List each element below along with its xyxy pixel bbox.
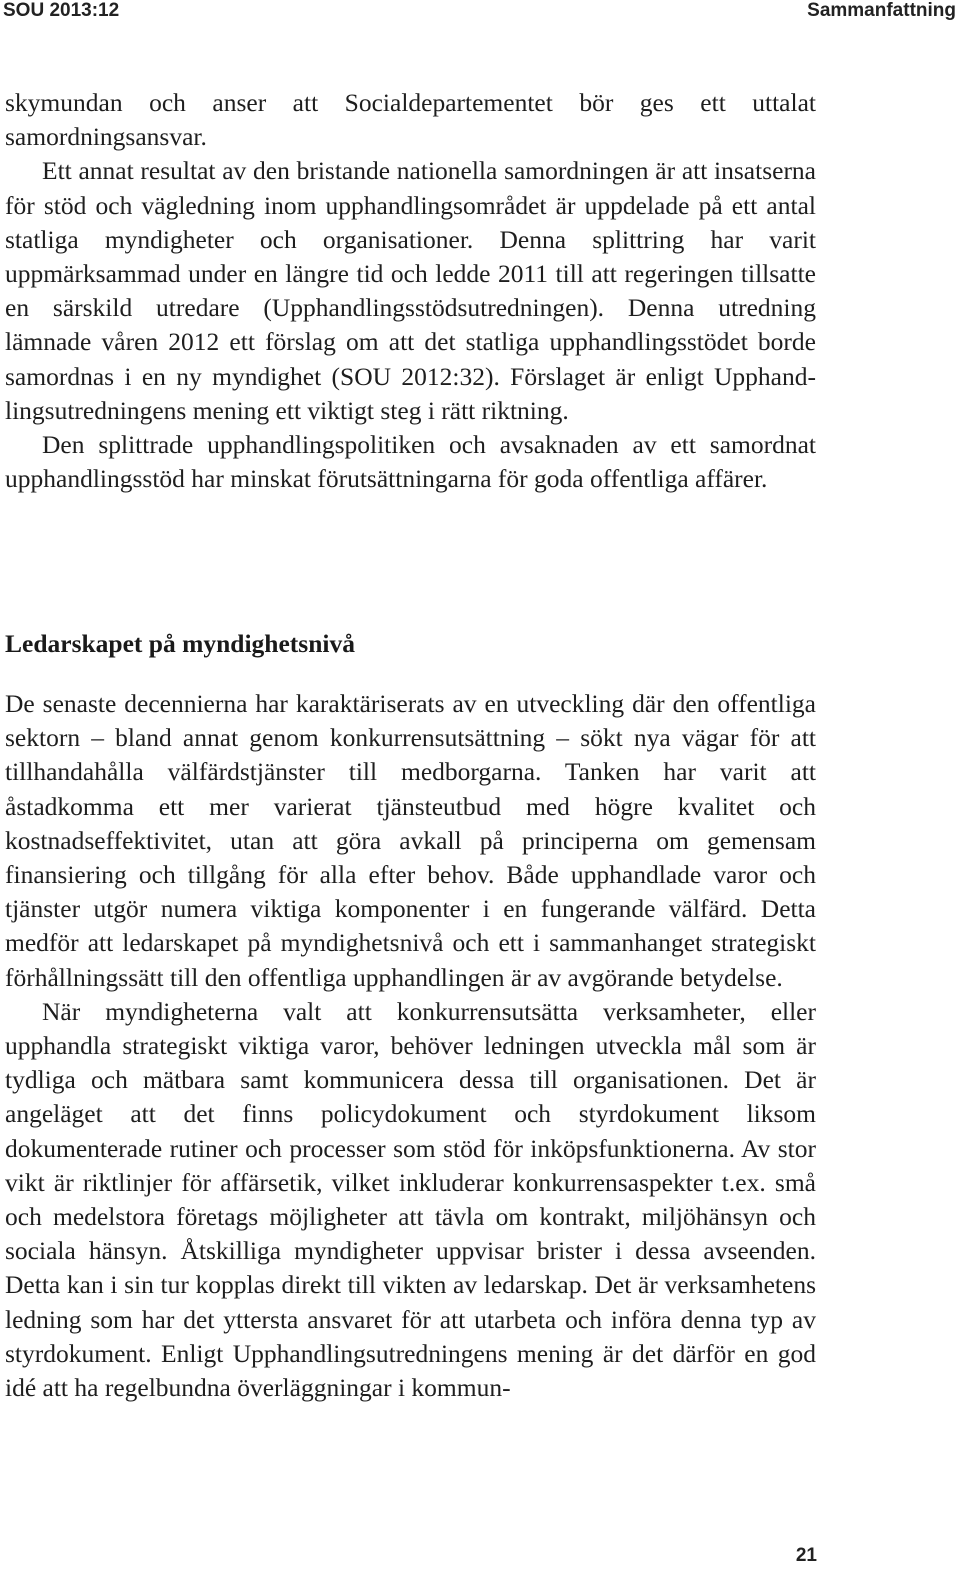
section-text xyxy=(5,687,816,1405)
section-heading: Ledarskapet på myndighetsnivå xyxy=(5,629,355,658)
report-reference: SOU 2013:12 xyxy=(3,0,120,21)
paragraph: skymundan och anser att Socialdepartementet bör ges ett uttalat samordningsansvar. xyxy=(5,88,816,152)
paragraph: Ett annat resultat av den bristande nationella samordningen är att insatserna för stöd och vägledning inom upphandlingsområdet är uppdelade på ett antal statliga myndigheter och organisationer. Denna splittring har varit uppmärksammad under en längre tid och ledde 2011 till att regeringen tillsatte en särskild utredare (Upphandlingsstödsutredningen). Denna utredning lämnade våren 2012 ett förslag om att det statliga upphandlingsstödet borde samordnas i en ny myndighet (SOU 2012:32). Förslaget är enligt Upphandlingsutredningens mening ett viktigt steg i rätt riktning. xyxy=(5,156,816,425)
paragraph: De senaste decennierna har karaktäriserats av en utveckling där den offentliga sektorn – bland annat genom konkurrensutsättning – sökt nya vägar för att tillhandahålla välfärdstjänster till medborgarna. Tanken har varit att åstadkomma ett mer varierat tjänsteutbud med högre kvalitet och kostnadseffektivitet, utan att göra avkall på principerna om gemensam finansiering och tillgång för alla efter behov. Både upphandlade varor och tjänster utgör numera viktiga komponenter i en fungerande välfärd. Detta medför att ledarskapet på myndighetsnivå och ett i sammanhanget strategiskt förhållningssätt till den offentliga upphandlingen är av avgörande betydelse. xyxy=(5,689,816,992)
running-header xyxy=(0,0,960,24)
chapter-title: Sammanfattning xyxy=(807,0,956,21)
page-number: 21 xyxy=(795,1545,817,1566)
paragraph: Den splittrade upphandlingspolitiken och avsaknaden av ett samordnat upphandlingsstöd har minskat förutsättningarna för goda offentliga affärer. xyxy=(5,430,816,494)
intro-text xyxy=(5,86,816,496)
paragraph: När myndigheterna valt att konkurrensutsätta verksamheter, eller upphandla strategiskt viktiga varor, behöver ledningen utveckla mål som är tydliga och mätbara samt kommunicera dessa till organisationen. Det är angeläget att det finns policydokument och styrdokument liksom dokumenterade rutiner och processer som stöd för inköpsfunktionerna. Av stor vikt är riktlinjer för affärsetik, vilket inkluderar konkurrensaspekter t.ex. små och medelstora företags möjligheter att tävla om kontrakt, miljöhänsyn och sociala hänsyn. Åtskilliga myndigheter uppvisar brister i dessa avseenden. Detta kan i sin tur kopplas direkt till vikten av ledarskap. Det är verksamhetens ledning som har det yttersta ansvaret för att utarbeta och införa denna typ av styrdokument. Enligt Upphandlingsutredningens mening är det därför en god idé att ha regelbundna överläggningar i kommun- xyxy=(5,996,816,1403)
